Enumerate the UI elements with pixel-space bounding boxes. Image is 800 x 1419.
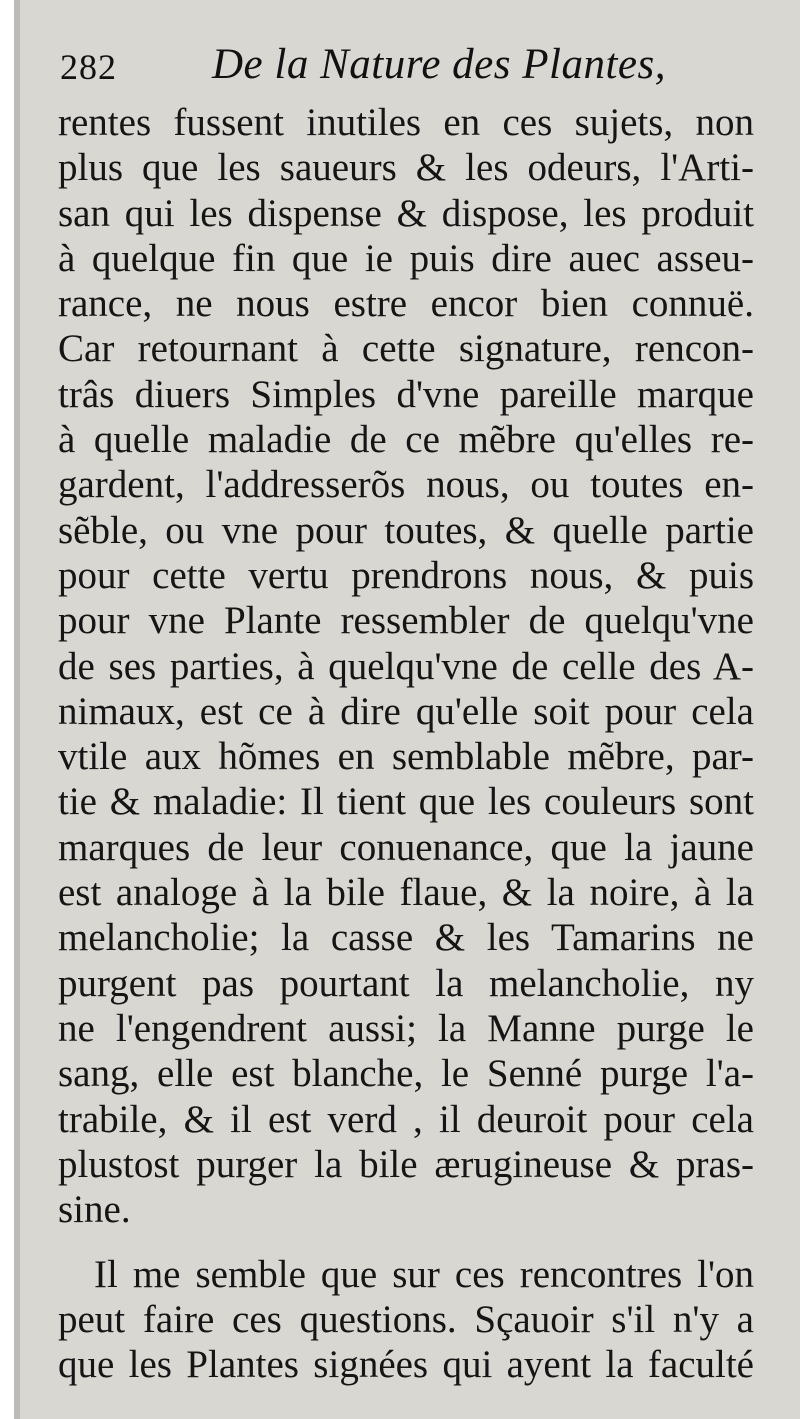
scan-margin xyxy=(0,0,14,1419)
text-line: peut faire ces questions. Sçauoir s'il n'y a xyxy=(58,1298,754,1342)
text-line: Car retournant à cette signature, rencon- xyxy=(58,327,754,371)
page-header xyxy=(0,40,800,100)
text-line: sang, elle est blanche, le Senné purge l'a- xyxy=(58,1052,754,1096)
text-line: de ses parties, à quelqu'vne de celle des A- xyxy=(58,644,754,688)
paragraph-gap xyxy=(58,1232,754,1252)
text-line: nimaux, est ce à dire qu'elle soit pour cela xyxy=(58,689,754,733)
scan-shadow xyxy=(14,0,20,1419)
text-line: rentes fussent inutiles en ces sujets, non xyxy=(58,101,754,144)
text-line: sẽble, ou vne pour toutes, & quelle partie xyxy=(58,508,754,552)
body-text xyxy=(58,100,754,1387)
text-line: pour cette vertu prendrons nous, & puis xyxy=(58,553,754,597)
text-line: plus que les saueurs & les odeurs, l'Arti- xyxy=(58,146,754,190)
text-line: ne l'engendrent aussi; la Manne purge le xyxy=(58,1006,754,1050)
text-line: à quelque fin que ie puis dire auec asseu- xyxy=(58,236,754,280)
text-line: melancholie; la casse & les Tamarins ne xyxy=(58,916,754,960)
text-line: trabile, & il est verd , il deuroit pour cela xyxy=(58,1097,754,1141)
page-number: 282 xyxy=(60,47,117,87)
text-line: à quelle maladie de ce mẽbre qu'elles re- xyxy=(58,418,754,462)
text-line: tie & maladie: Il tient que les couleurs sont xyxy=(58,780,754,824)
paragraph-2 xyxy=(58,1252,754,1387)
text-line: sine. xyxy=(58,1188,131,1232)
paragraph-1 xyxy=(58,100,754,1232)
text-line: rance, ne nous estre encor bien connuë. xyxy=(58,282,754,326)
text-line: est analoge à la bile flaue, & la noire, à la xyxy=(58,871,754,915)
running-title: De la Nature des Plantes, xyxy=(212,41,666,88)
text-line: Il me semble que sur ces rencontres l'on xyxy=(94,1253,754,1297)
text-line: marques de leur conuenance, que la jaune xyxy=(58,825,754,869)
text-line: trâs diuers Simples d'vne pareille marque xyxy=(58,372,754,416)
text-line: pour vne Plante ressembler de quelqu'vne xyxy=(58,599,754,643)
text-line: san qui les dispense & dispose, les produit xyxy=(58,191,754,235)
text-line: gardent, l'addresserõs nous, ou toutes en- xyxy=(58,463,754,507)
text-line: purgent pas pourtant la melancholie, ny xyxy=(58,961,754,1005)
text-line: que les Plantes signées qui ayent la faculté xyxy=(58,1343,754,1387)
text-line: vtile aux hõmes en semblable mẽbre, par- xyxy=(58,735,754,779)
text-line: plustost purger la bile ærugineuse & pras- xyxy=(58,1142,754,1186)
